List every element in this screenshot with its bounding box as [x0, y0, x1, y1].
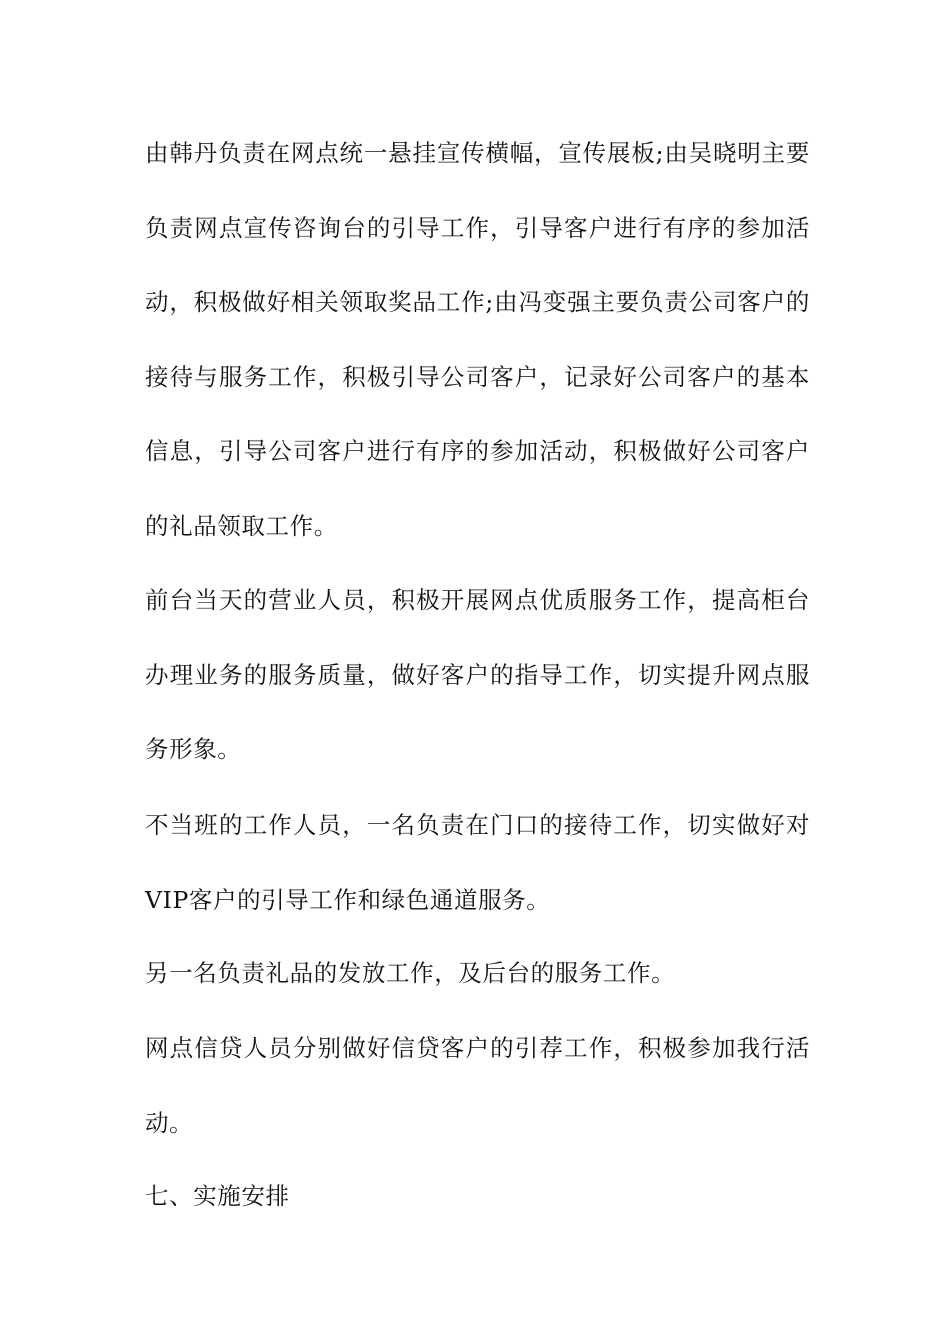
paragraph-credit-staff: 网点信贷人员分别做好信贷客户的引荐工作，积极参加我行活动。 [145, 1034, 810, 1137]
paragraph-gift-distribution: 另一名负责礼品的发放工作，及后台的服务工作。 [145, 959, 676, 987]
paragraph-front-desk-staff: 前台当天的营业人员，积极开展网点优质服务工作，提高柜台办理业务的服务质量，做好客户的指导工作，切实提升网点服务形象。 [145, 586, 810, 763]
paragraph-staff-assignments: 由韩丹负责在网点统一悬挂宣传横幅，宣传展板;由吴晓明主要负责网点宣传咨询台的引导工作，引导客户进行有序的参加活动，积极做好相关领取奖品工作;由冯变强主要负责公司客户的接待与服务工作，积极引导公司客户，记录好公司客户的基本信息，引导公司客户进行有序的参加活动，积极做好公司客户的礼品领取工作。 [145, 139, 810, 540]
section-heading-implementation: 七、实施安排 [145, 1182, 290, 1210]
paragraph-off-duty-reception: 不当班的工作人员，一名负责在门口的接待工作，切实做好对VIP客户的引导工作和绿色通道服务。 [145, 811, 810, 914]
